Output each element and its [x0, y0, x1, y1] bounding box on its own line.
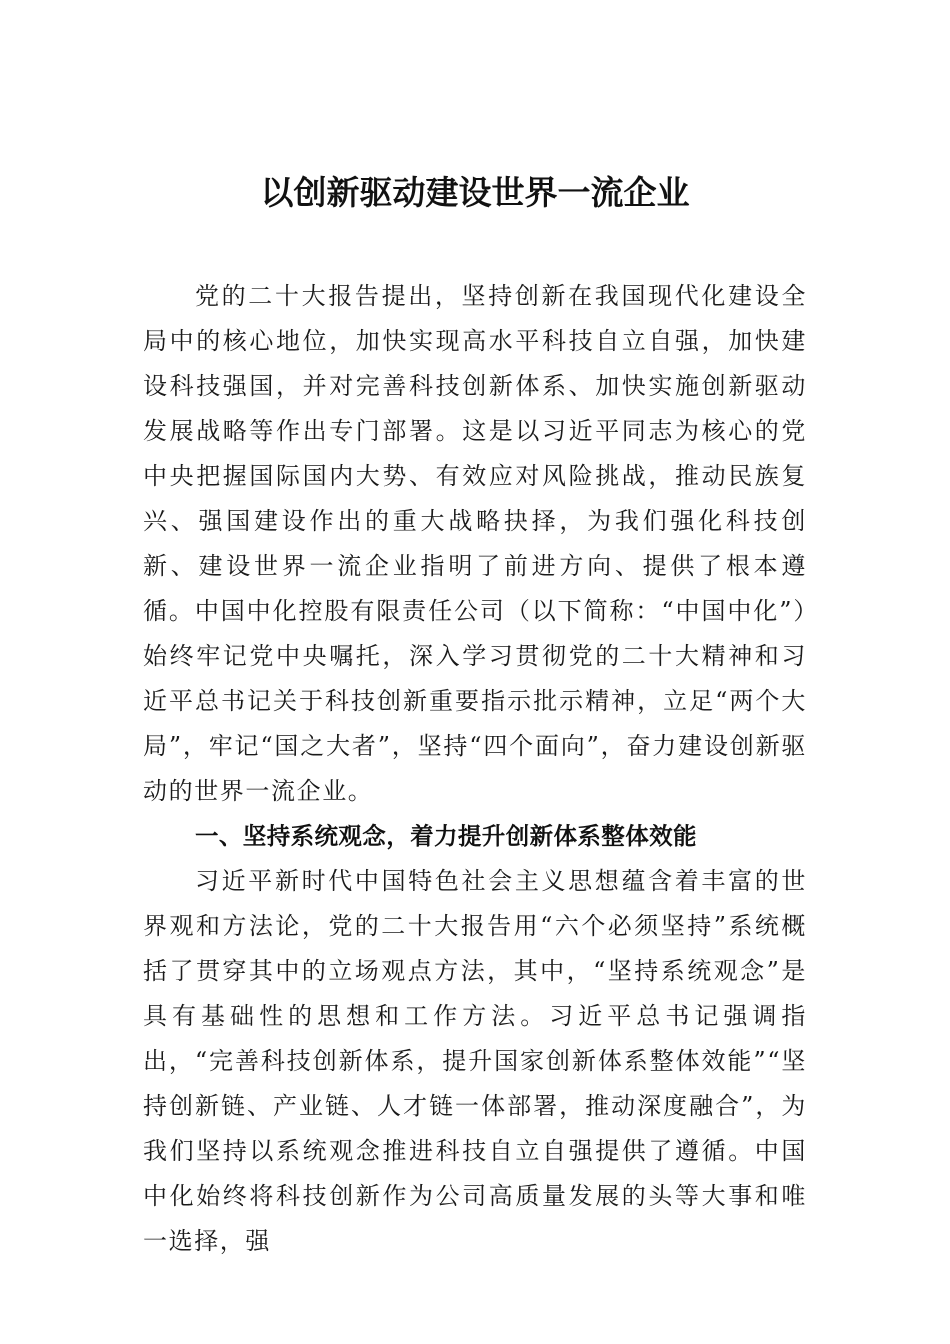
document-body	[143, 274, 807, 1264]
intro-paragraph: 党的二十大报告提出，坚持创新在我国现代化建设全局中的核心地位，加快实现高水平科技自立自强，加快建设科技强国，并对完善科技创新体系、加快实施创新驱动发展战略等作出专门部署。这是以习近平同志为核心的党中央把握国际国内大势、有效应对风险挑战，推动民族复兴、强国建设作出的重大战略抉择，为我们强化科技创新、建设世界一流企业指明了前进方向、提供了根本遵循。中国中化控股有限责任公司（以下简称：“中国中化”）始终牢记党中央嘱托，深入学习贯彻党的二十大精神和习近平总书记关于科技创新重要指示批示精神，立足“两个大局”，牢记“国之大者”，坚持“四个面向”，奋力建设创新驱动的世界一流企业。	[143, 282, 807, 805]
document-title: 以创新驱动建设世界一流企业	[260, 173, 690, 212]
section-heading-1: 一、坚持系统观念，着力提升创新体系整体效能	[195, 822, 697, 850]
section-1-paragraph: 习近平新时代中国特色社会主义思想蕴含着丰富的世界观和方法论，党的二十大报告用“六个必须坚持”系统概括了贯穿其中的立场观点方法，其中，“坚持系统观念”是具有基础性的思想和工作方法。习近平总书记强调指出，“完善科技创新体系，提升国家创新体系整体效能”“坚持创新链、产业链、人才链一体部署，推动深度融合”，为我们坚持以系统观念推进科技自立自强提供了遵循。中国中化始终将科技创新作为公司高质量发展的头等大事和唯一选择，强	[143, 867, 807, 1255]
